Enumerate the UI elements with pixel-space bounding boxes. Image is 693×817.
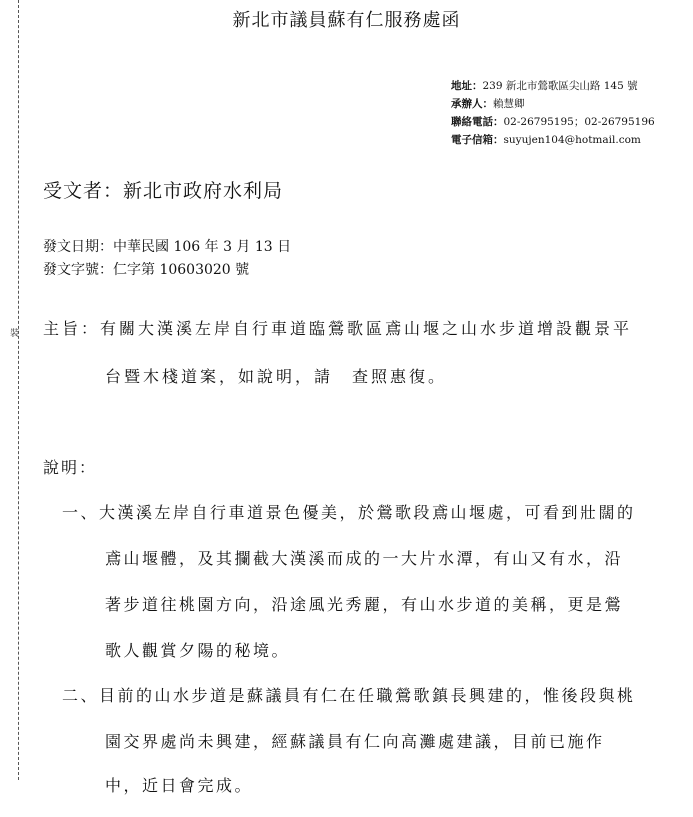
item2-line-1: 二、目前的山水步道是蘇議員有仁在任職鶯歌鎮長興建的，惟後段與桃 [62, 686, 636, 705]
phone-line: 聯絡電話：02-26795195；02-26795196 [451, 116, 655, 128]
recipient: 受文者：新北市政府水利局 [43, 180, 284, 202]
issue-date: 發文日期：中華民國 106 年 3 月 13 日 [43, 239, 292, 255]
item1-line-4: 歌人觀賞夕陽的秘境。 [105, 641, 291, 660]
item1-line-3: 著步道往桃園方向，沿途風光秀麗，有山水步道的美稱，更是鶯 [105, 595, 624, 614]
item1-line-2: 鳶山堰體，及其攔截大漢溪而成的一大片水潭，有山又有水，沿 [105, 549, 624, 568]
sender-info [451, 77, 655, 149]
subject-line-1: 主旨：有關大漢溪左岸自行車道臨鶯歌區鳶山堰之山水步道增設觀景平 [43, 319, 633, 338]
contact-line: 承辦人：賴慧卿 [451, 98, 525, 110]
subject-line-2: 台暨木棧道案，如說明，請 查照惠復。 [105, 367, 448, 386]
item1-line-1: 一、大漢溪左岸自行車道景色優美，於鶯歌段鳶山堰處，可看到壯闊的 [62, 503, 636, 522]
explanation-label: 說明： [43, 458, 98, 477]
item2-line-3: 中，近日會完成。 [105, 776, 254, 795]
document-title: 新北市議員蘇有仁服務處函 [232, 10, 461, 31]
email-line: 電子信箱：suyujen104@hotmail.com [451, 134, 641, 146]
item2-line-2: 園交界處尚未興建，經蘇議員有仁向高灘處建議，目前已施作 [105, 732, 605, 751]
document-number: 發文字號：仁字第 10603020 號 [43, 262, 250, 278]
binding-mark: 裝 [8, 328, 18, 337]
document-meta [43, 236, 291, 282]
binding-line [18, 0, 19, 780]
address-line: 地址：239 新北市鶯歌區尖山路 145 號 [451, 80, 638, 92]
